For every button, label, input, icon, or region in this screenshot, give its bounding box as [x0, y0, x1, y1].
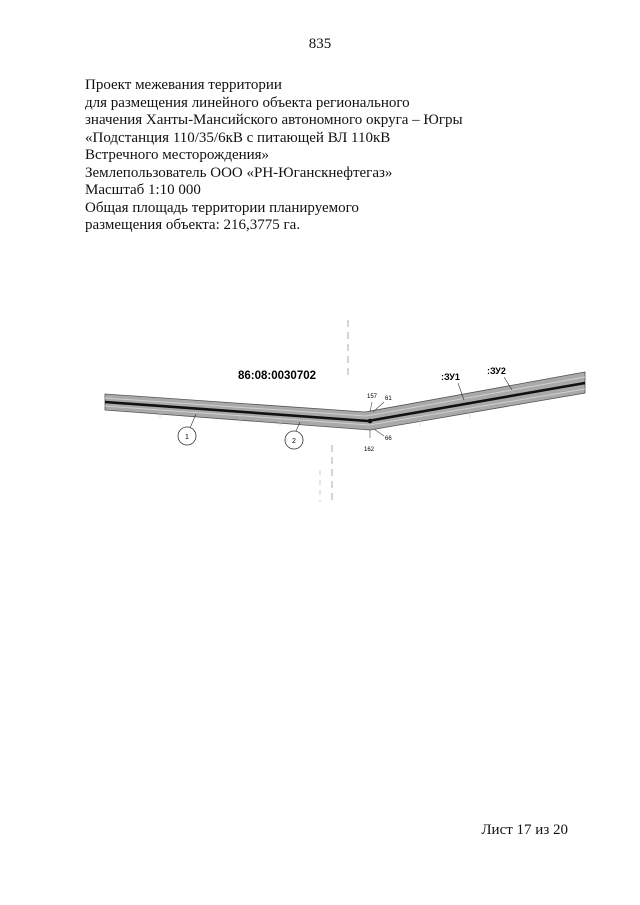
header-line: «Подстанция 110/35/6кВ с питающей ВЛ 110кВ	[85, 129, 391, 146]
circle-marker-label: 2	[292, 438, 296, 445]
vertex-point	[368, 419, 373, 424]
header-line: Землепользователь ООО «РН-Юганскнефтегаз»	[85, 164, 393, 181]
point-leader	[374, 429, 384, 436]
parcel-label: :ЗУ1	[441, 372, 460, 382]
page-number: 835	[308, 36, 332, 52]
boundary-map	[0, 310, 640, 510]
header-line: Общая площадь территории планируемого	[85, 199, 359, 216]
sheet-counter: Лист 17 из 20	[481, 822, 568, 838]
circle-marker-label: 1	[185, 434, 189, 441]
header-line: Масштаб 1:10 000	[85, 182, 201, 198]
header-line: размещения объекта: 216,3775 га.	[85, 217, 301, 233]
parcel-label: :ЗУ2	[487, 366, 506, 376]
point-label: 157	[367, 394, 378, 400]
point-label: 66	[385, 436, 392, 442]
project-header	[85, 77, 555, 235]
header-line: Проект межевания территории	[85, 77, 282, 93]
header-line: для размещения линейного объекта регионального	[85, 94, 410, 111]
cadastral-block-number: 86:08:0030702	[238, 370, 317, 382]
header-line: значения Ханты-Мансийского автономного округа – Югры	[85, 112, 463, 128]
point-label: 162	[364, 447, 375, 453]
header-line: Встречного месторождения»	[85, 147, 270, 163]
point-label: 61	[385, 396, 392, 402]
